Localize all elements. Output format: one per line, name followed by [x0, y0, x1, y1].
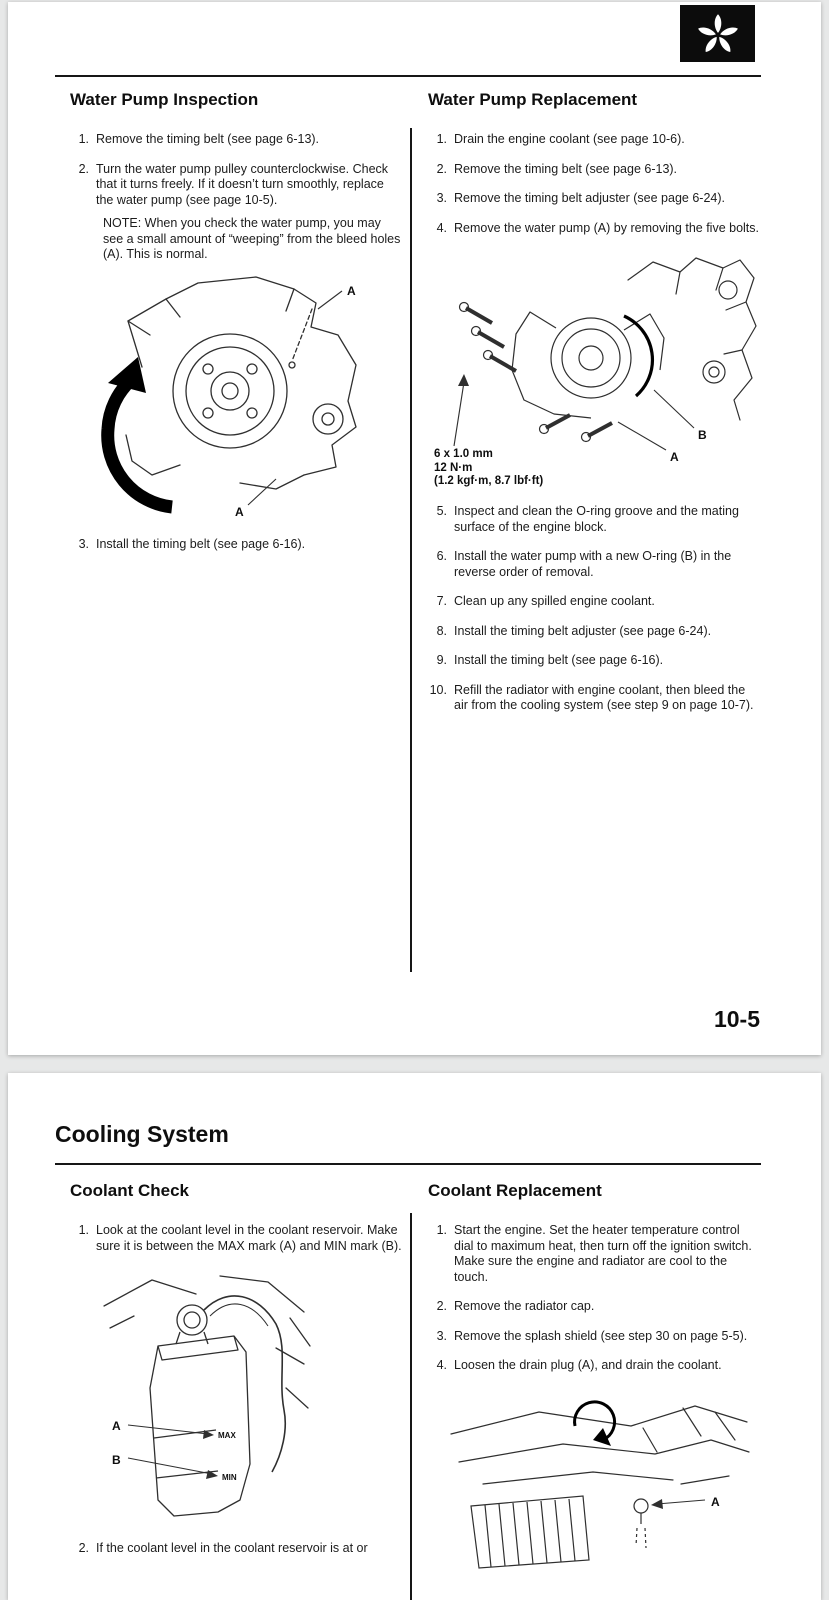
step-text: Refill the radiator with engine coolant, then bleed the air from the cooling system (see step 9 on page 10-7). [454, 682, 754, 712]
section-heading: Coolant Replacement [428, 1181, 602, 1200]
step-item [428, 1223, 760, 1285]
step-item [428, 191, 760, 207]
underbody-lines [451, 1406, 749, 1484]
step-item [428, 653, 760, 669]
step-text: Install the water pump with a new O-ring (B) in the reverse order of removal. [454, 549, 732, 579]
drain-plug-line-drawing [443, 1388, 753, 1573]
water-pump-line-drawing [80, 269, 380, 521]
step-number: 1. [436, 132, 447, 146]
step-item [428, 221, 760, 237]
label-a: A [711, 1494, 720, 1509]
step-item [428, 594, 760, 610]
label-a: A [112, 1419, 121, 1433]
page-number: 10-5 [713, 1006, 760, 1032]
brand-logo [680, 5, 755, 62]
step-number: 3. [78, 536, 89, 551]
step-number: 7. [436, 594, 447, 608]
drain-plug [634, 1499, 648, 1548]
step-item [428, 1329, 760, 1345]
step-text: Drain the engine coolant (see page 10-6). [454, 132, 685, 146]
torque-kgf: (1.2 kgf·m, 8.7 lbf·ft) [434, 475, 544, 487]
water-pump-replacement-section [428, 90, 760, 728]
leader-lines [248, 291, 342, 505]
step-item [428, 1358, 760, 1374]
step-text: Look at the coolant level in the coolant reservoir. Make sure it is between the MAX mark (A) and MIN mark (B). [96, 1223, 402, 1253]
section-heading: Water Pump Inspection [70, 90, 259, 109]
min-mark-label: MIN [222, 1473, 237, 1482]
chapter-title: Cooling System [55, 1121, 229, 1147]
reservoir-tank [150, 1296, 285, 1516]
drain-plug-figure [443, 1388, 760, 1573]
water-pump-inspection-section [70, 90, 402, 566]
step-number: 2. [436, 1299, 447, 1313]
step-item [70, 162, 402, 209]
splash-shield [471, 1496, 589, 1568]
label-a-bottom: A [235, 504, 244, 519]
leader-lines [128, 1425, 218, 1479]
max-mark-label: MAX [218, 1431, 236, 1440]
step-item [70, 132, 402, 148]
step-item [428, 132, 760, 148]
step-text: Turn the water pump pulley counterclockwise. Check that it turns freely. If it doesn’t turn smoothly, replace the water pump (see page 10-5). [96, 161, 389, 207]
step-number: 3. [436, 1328, 447, 1343]
label-a: A [670, 450, 679, 464]
step-number: 1. [78, 1223, 89, 1237]
step-number: 10. [429, 682, 447, 697]
water-pump-bolts-line-drawing [428, 250, 760, 465]
step-text: Install the timing belt adjuster (see page 6-24). [454, 623, 712, 638]
step-text: Loosen the drain plug (A), and drain the coolant. [454, 1358, 722, 1372]
step-number: 2. [78, 161, 89, 176]
step-text: If the coolant level in the coolant reservoir is at or [96, 1541, 368, 1555]
step-item [70, 1541, 402, 1557]
manual-page-cooling-system [8, 1073, 821, 1600]
step-number: 1. [78, 132, 89, 146]
step-number: 2. [436, 161, 447, 176]
step-number: 4. [436, 1358, 447, 1372]
step-number: 5. [436, 504, 447, 518]
water-pump-replacement-figure [428, 250, 760, 490]
section-heading: Water Pump Replacement [428, 90, 638, 109]
step-text: Remove the timing belt (see page 6-13). [96, 132, 320, 146]
step-number: 6. [436, 549, 447, 563]
step-number: 1. [436, 1223, 447, 1237]
step-number: 2. [78, 1541, 89, 1555]
leader-lines [651, 1499, 705, 1509]
step-text: Remove the timing belt adjuster (see page 6-24). [454, 191, 725, 205]
label-a-top: A [347, 283, 356, 298]
step-text: Start the engine. Set the heater temperature control dial to maximum heat, then turn off the ignition switch. Make sure the engine and radiator are cool to the touch. [454, 1223, 752, 1284]
step-text: Remove the splash shield (see step 30 on page 5-5). [454, 1328, 748, 1343]
fan-asterisk-icon [696, 12, 740, 56]
step-item [428, 504, 760, 535]
step-text: Remove the timing belt (see page 6-13). [454, 161, 678, 176]
mounting-bolts [460, 303, 613, 442]
label-b: B [698, 428, 707, 442]
pump-housing [126, 277, 356, 489]
section-heading: Coolant Check [70, 1181, 190, 1200]
step-item [428, 683, 760, 714]
coolant-reservoir-line-drawing [100, 1268, 315, 1533]
coolant-check-section [70, 1181, 402, 1571]
step-text: Install the timing belt (see page 6-16). [96, 536, 306, 551]
step-item [428, 162, 760, 178]
header-rule [55, 1163, 761, 1165]
step-text: Remove the water pump (A) by removing the five bolts. [454, 220, 759, 235]
step-text: Remove the radiator cap. [454, 1299, 595, 1313]
step-number: 3. [436, 191, 447, 205]
step-text: Inspect and clean the O-ring groove and the mating surface of the engine block. [454, 504, 739, 534]
coolant-replacement-section [428, 1181, 760, 1573]
label-b: B [112, 1453, 121, 1467]
step-text: Install the timing belt (see page 6-16). [454, 653, 664, 667]
step-item [70, 1223, 402, 1254]
header-rule [55, 75, 761, 77]
leader-lines [454, 374, 694, 450]
step-item [70, 537, 402, 553]
note-text: NOTE: When you check the water pump, you may see a small amount of “weeping” from the bleed holes (A). This is normal. [103, 216, 401, 261]
step-number: 4. [436, 220, 447, 235]
manual-page-10-5 [8, 2, 821, 1055]
water-pump-inspection-figure [80, 269, 402, 521]
step-number: 9. [436, 653, 447, 667]
bolt-torque-spec [434, 448, 543, 489]
coolant-reservoir-figure [100, 1268, 402, 1533]
step-number: 8. [436, 623, 447, 638]
step-text: Clean up any spilled engine coolant. [454, 594, 655, 608]
step-item [428, 549, 760, 580]
column-divider [410, 128, 412, 972]
counterclockwise-arrow [108, 357, 172, 507]
step-item [428, 624, 760, 640]
rotation-arrow [575, 1401, 615, 1445]
column-divider [410, 1213, 412, 1600]
step-item [428, 1299, 760, 1315]
bolt-size: 6 x 1.0 mm [434, 448, 493, 460]
torque-nm: 12 N·m [434, 461, 473, 474]
